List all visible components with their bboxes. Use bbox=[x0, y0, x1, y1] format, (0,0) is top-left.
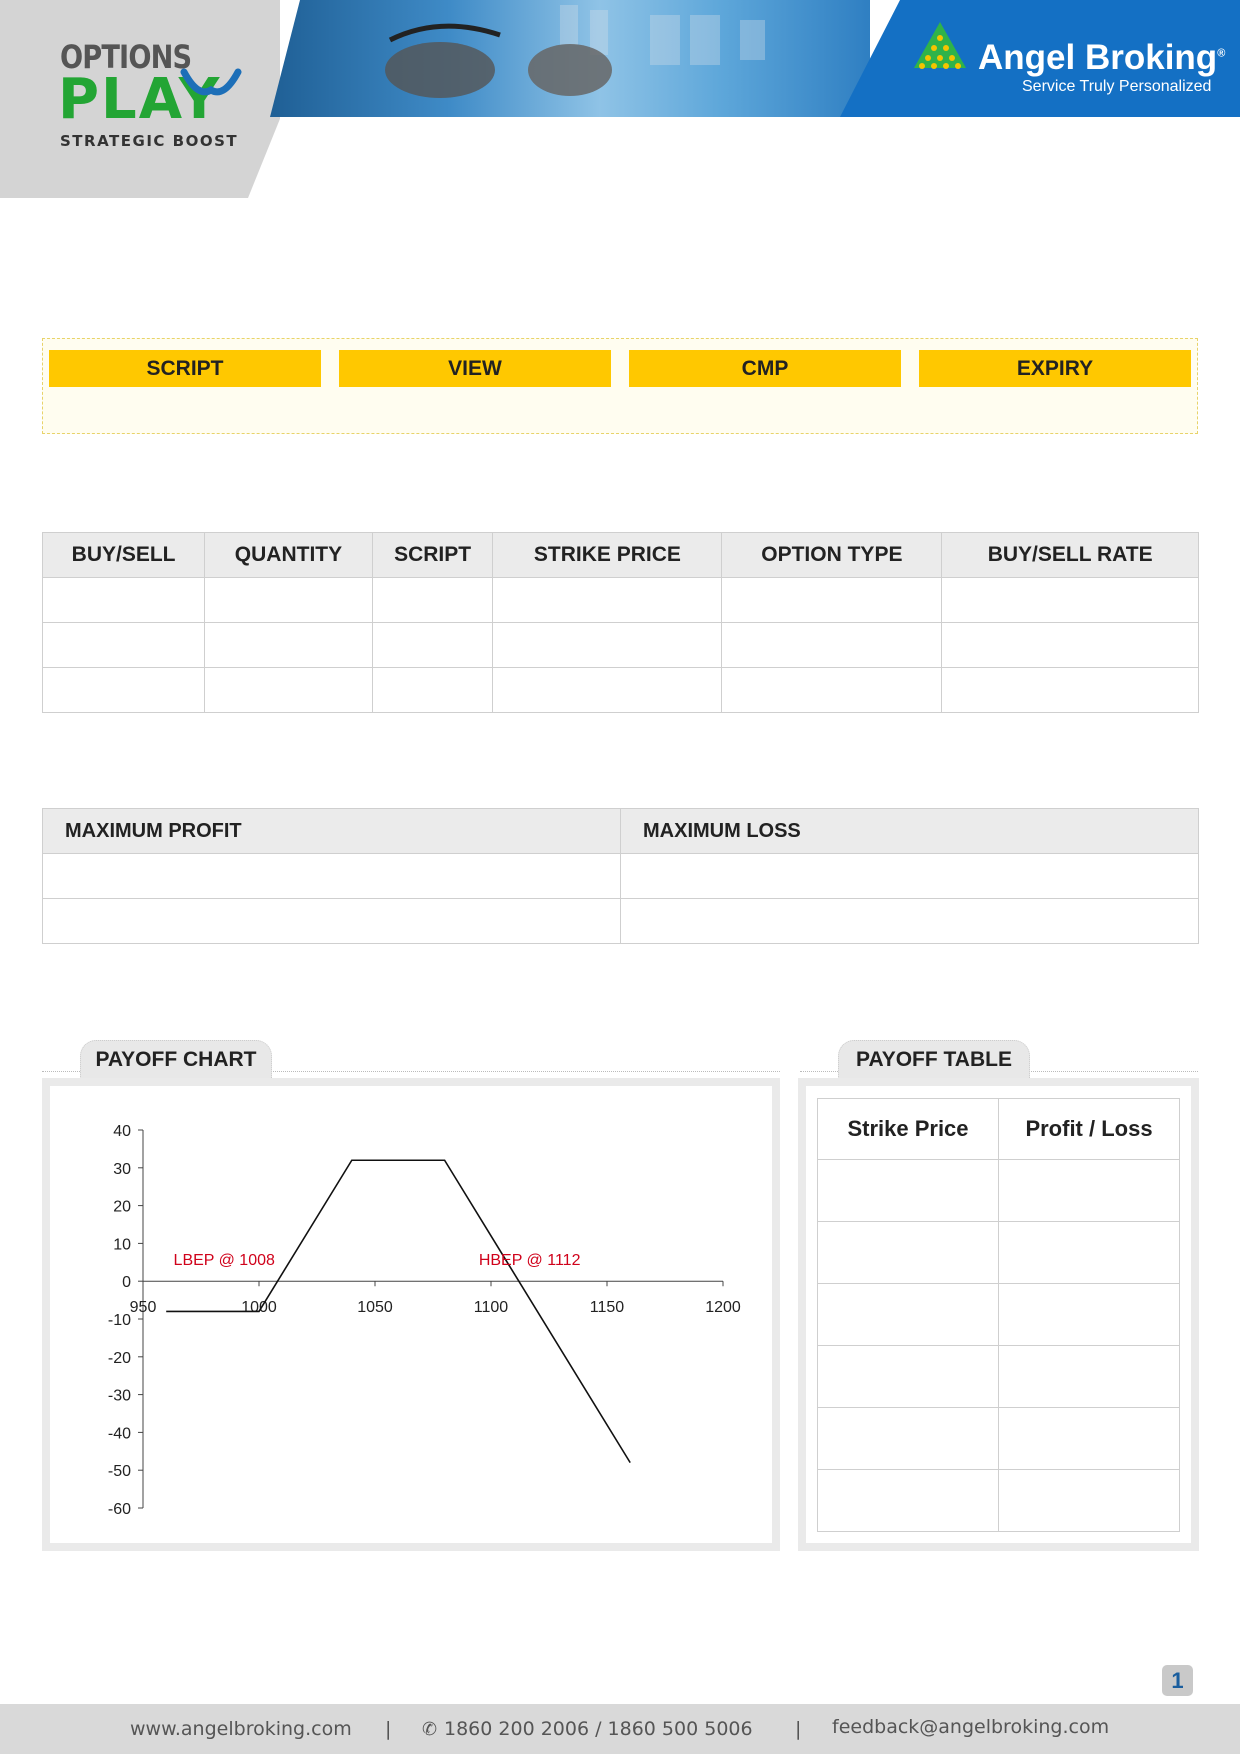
page-number-badge: 1 bbox=[1162, 1665, 1193, 1696]
table-header-row bbox=[818, 1099, 1180, 1160]
footer-separator: | bbox=[795, 1718, 802, 1740]
phone-icon: ✆ bbox=[422, 1719, 438, 1740]
table-row bbox=[818, 1160, 1180, 1222]
footer-separator: | bbox=[385, 1718, 392, 1740]
column-header: QUANTITY bbox=[205, 533, 373, 578]
cmp-label: CMP bbox=[629, 350, 901, 387]
payoff-table-tab: PAYOFF TABLE bbox=[838, 1040, 1030, 1079]
x-tick-label: 950 bbox=[129, 1299, 157, 1317]
x-tick-label: 1150 bbox=[589, 1299, 625, 1317]
table-row bbox=[43, 668, 1199, 713]
footer-phone: 1860 200 2006 / 1860 500 5006 bbox=[444, 1718, 753, 1740]
payoff-table bbox=[817, 1098, 1180, 1532]
y-tick-label: 10 bbox=[113, 1236, 131, 1254]
payoff-line bbox=[166, 1160, 630, 1462]
strike-price-header: Strike Price bbox=[818, 1099, 999, 1160]
table-row bbox=[43, 899, 1199, 944]
logo-play-text: PLAY bbox=[58, 67, 222, 132]
column-header: BUY/SELL RATE bbox=[942, 533, 1199, 578]
x-tick-label: 1100 bbox=[473, 1299, 509, 1317]
column-header: SCRIPT bbox=[372, 533, 493, 578]
profit-loss-header: Profit / Loss bbox=[999, 1099, 1180, 1160]
y-tick-label: 20 bbox=[113, 1198, 131, 1216]
y-tick-label: -20 bbox=[107, 1349, 131, 1367]
table-row bbox=[43, 578, 1199, 623]
table-row bbox=[818, 1408, 1180, 1470]
y-tick-label: 30 bbox=[113, 1160, 131, 1178]
x-tick-label: 1000 bbox=[241, 1299, 277, 1317]
y-tick-label: -30 bbox=[107, 1387, 131, 1405]
view-label: VIEW bbox=[339, 350, 611, 387]
column-header: STRIKE PRICE bbox=[493, 533, 722, 578]
max-profit-loss-table bbox=[42, 808, 1199, 944]
header-banner-image bbox=[270, 0, 870, 117]
table-row bbox=[818, 1346, 1180, 1408]
script-label: SCRIPT bbox=[49, 350, 321, 387]
footer bbox=[0, 1704, 1240, 1754]
breakeven-label: LBEP @ 1008 bbox=[173, 1252, 275, 1270]
y-tick-label: -10 bbox=[107, 1312, 131, 1329]
angel-pyramid-icon bbox=[912, 20, 968, 72]
column-header: BUY/SELL bbox=[43, 533, 205, 578]
y-tick-label: -50 bbox=[107, 1463, 131, 1481]
logo-options-text: OPTIONS bbox=[60, 38, 192, 76]
table-row bbox=[818, 1284, 1180, 1346]
table-row bbox=[818, 1222, 1180, 1284]
payoff-chart-tab: PAYOFF CHART bbox=[80, 1040, 272, 1079]
x-tick-label: 1050 bbox=[357, 1299, 393, 1317]
column-header: OPTION TYPE bbox=[722, 533, 942, 578]
table-row bbox=[43, 623, 1199, 668]
x-tick-label: 1200 bbox=[705, 1299, 741, 1317]
table-row bbox=[818, 1470, 1180, 1532]
breakeven-label: HBEP @ 1112 bbox=[478, 1252, 581, 1270]
expiry-label: EXPIRY bbox=[919, 350, 1191, 387]
footer-website-link[interactable]: www.angelbroking.com bbox=[130, 1718, 352, 1740]
y-tick-label: 0 bbox=[122, 1274, 131, 1292]
bull-horns-icon bbox=[180, 68, 242, 100]
bull-bear-illustration bbox=[270, 0, 870, 117]
y-tick-label: -40 bbox=[107, 1425, 131, 1443]
payoff-chart bbox=[50, 1086, 772, 1543]
max-profit-header: MAXIMUM PROFIT bbox=[43, 809, 621, 854]
table-row bbox=[43, 854, 1199, 899]
trade-table bbox=[42, 532, 1199, 713]
logo-tagline: STRATEGIC BOOST bbox=[60, 132, 239, 150]
table-header-row bbox=[43, 809, 1199, 854]
y-tick-label: -60 bbox=[107, 1501, 131, 1518]
footer-email-link[interactable]: feedback@angelbroking.com bbox=[832, 1716, 1110, 1738]
y-tick-label: 40 bbox=[113, 1123, 131, 1140]
brand-tagline: Service Truly Personalized bbox=[1022, 78, 1212, 95]
brand-name: Angel Broking® bbox=[978, 38, 1226, 77]
max-loss-header: MAXIMUM LOSS bbox=[621, 809, 1199, 854]
table-header-row bbox=[43, 533, 1199, 578]
